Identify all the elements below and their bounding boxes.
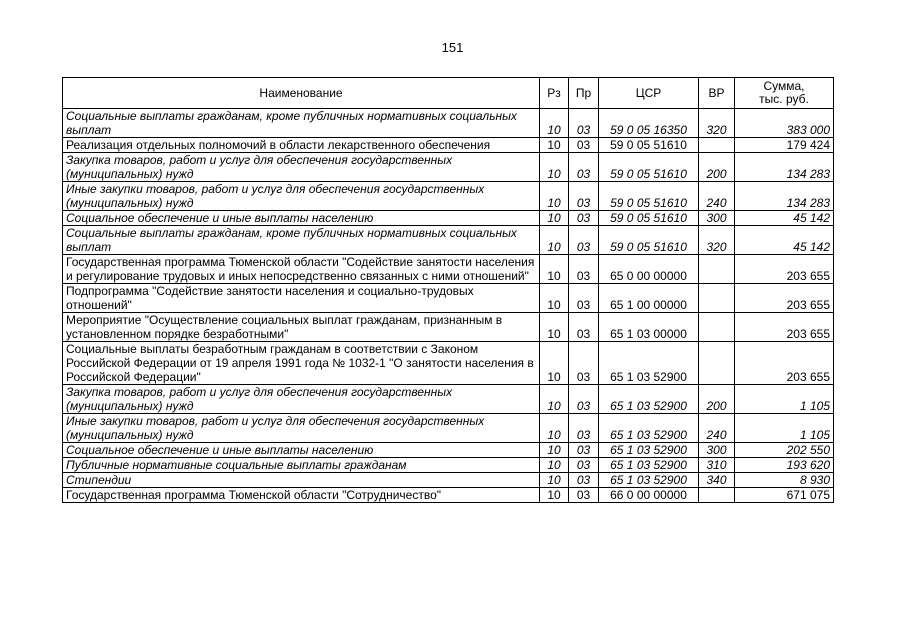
cell-sum: 45 142 [735,211,834,226]
header-sum: Сумма, тыс. руб. [735,78,834,109]
cell-csr: 59 0 05 51610 [599,211,699,226]
cell-sum: 45 142 [735,226,834,255]
cell-vr [699,342,735,385]
cell-rz: 10 [540,385,569,414]
cell-sum: 1 105 [735,414,834,443]
cell-rz: 10 [540,473,569,488]
cell-name: Иные закупки товаров, работ и услуг для обеспечения государственных (муниципальных) нужд [63,182,540,211]
cell-name: Социальные выплаты гражданам, кроме публичных нормативных социальных выплат [63,226,540,255]
cell-rz: 10 [540,443,569,458]
table-row [63,109,834,138]
cell-sum: 1 105 [735,385,834,414]
cell-pr: 03 [569,414,599,443]
header-rz: Рз [540,78,569,109]
table-row [63,458,834,473]
cell-name: Государственная программа Тюменской области "Сотрудничество" [63,488,540,503]
table-row [63,414,834,443]
cell-name: Публичные нормативные социальные выплаты гражданам [63,458,540,473]
cell-vr [699,138,735,153]
table-row [63,473,834,488]
cell-rz: 10 [540,488,569,503]
cell-sum: 203 655 [735,284,834,313]
cell-rz: 10 [540,109,569,138]
cell-vr [699,488,735,503]
header-pr: Пр [569,78,599,109]
cell-vr [699,255,735,284]
cell-rz: 10 [540,138,569,153]
header-csr: ЦСР [599,78,699,109]
cell-name: Социальное обеспечение и иные выплаты населению [63,211,540,226]
cell-sum: 203 655 [735,313,834,342]
cell-rz: 10 [540,284,569,313]
header-vr: ВР [699,78,735,109]
cell-name: Социальное обеспечение и иные выплаты населению [63,443,540,458]
cell-pr: 03 [569,473,599,488]
cell-pr: 03 [569,255,599,284]
cell-sum: 134 283 [735,153,834,182]
cell-csr: 65 0 00 00000 [599,255,699,284]
cell-name: Иные закупки товаров, работ и услуг для обеспечения государственных (муниципальных) нужд [63,414,540,443]
cell-pr: 03 [569,138,599,153]
cell-pr: 03 [569,458,599,473]
cell-sum: 203 655 [735,342,834,385]
cell-name: Реализация отдельных полномочий в области лекарственного обеспечения [63,138,540,153]
cell-rz: 10 [540,153,569,182]
cell-vr: 340 [699,473,735,488]
cell-pr: 03 [569,284,599,313]
cell-csr: 59 0 05 51610 [599,153,699,182]
table-row [63,284,834,313]
table-row [63,182,834,211]
cell-rz: 10 [540,414,569,443]
cell-csr: 59 0 05 51610 [599,226,699,255]
cell-csr: 65 1 03 52900 [599,473,699,488]
cell-vr [699,313,735,342]
cell-name: Стипендии [63,473,540,488]
cell-vr: 300 [699,443,735,458]
cell-rz: 10 [540,255,569,284]
cell-csr: 65 1 03 52900 [599,414,699,443]
cell-csr: 59 0 05 16350 [599,109,699,138]
cell-csr: 65 1 03 52900 [599,342,699,385]
cell-name: Закупка товаров, работ и услуг для обеспечения государственных (муниципальных) нужд [63,385,540,414]
table-row [63,443,834,458]
cell-pr: 03 [569,488,599,503]
table-row [63,153,834,182]
cell-name: Государственная программа Тюменской области "Содействие занятости населения и регулирование трудовых и иных непосредственно связанных с ними отношений" [63,255,540,284]
cell-csr: 65 1 00 00000 [599,284,699,313]
cell-csr: 59 0 05 51610 [599,182,699,211]
cell-rz: 10 [540,313,569,342]
table-row [63,255,834,284]
cell-name: Закупка товаров, работ и услуг для обеспечения государственных (муниципальных) нужд [63,153,540,182]
cell-sum: 202 550 [735,443,834,458]
cell-pr: 03 [569,109,599,138]
cell-name: Подпрограмма "Содействие занятости населения и социально-трудовых отношений" [63,284,540,313]
cell-vr: 200 [699,153,735,182]
cell-vr: 300 [699,211,735,226]
cell-csr: 66 0 00 00000 [599,488,699,503]
cell-pr: 03 [569,226,599,255]
cell-rz: 10 [540,182,569,211]
cell-sum: 193 620 [735,458,834,473]
cell-pr: 03 [569,443,599,458]
cell-csr: 59 0 05 51610 [599,138,699,153]
cell-rz: 10 [540,226,569,255]
table-row [63,488,834,503]
table-row [63,138,834,153]
cell-vr: 320 [699,109,735,138]
cell-vr: 320 [699,226,735,255]
cell-rz: 10 [540,458,569,473]
cell-sum: 203 655 [735,255,834,284]
cell-csr: 65 1 03 00000 [599,313,699,342]
cell-sum: 671 075 [735,488,834,503]
cell-pr: 03 [569,385,599,414]
table-row [63,211,834,226]
cell-vr: 240 [699,414,735,443]
cell-name: Социальные выплаты гражданам, кроме публичных нормативных социальных выплат [63,109,540,138]
cell-pr: 03 [569,153,599,182]
cell-pr: 03 [569,342,599,385]
cell-pr: 03 [569,313,599,342]
cell-sum: 8 930 [735,473,834,488]
cell-csr: 65 1 03 52900 [599,458,699,473]
cell-name: Мероприятие "Осуществление социальных выплат гражданам, признанным в установленном порядке безработными" [63,313,540,342]
cell-vr: 310 [699,458,735,473]
cell-vr [699,284,735,313]
table-row [63,313,834,342]
cell-csr: 65 1 03 52900 [599,443,699,458]
cell-sum: 179 424 [735,138,834,153]
table-row [63,385,834,414]
cell-pr: 03 [569,182,599,211]
cell-vr: 200 [699,385,735,414]
cell-sum: 383 000 [735,109,834,138]
table-row [63,342,834,385]
cell-sum: 134 283 [735,182,834,211]
cell-pr: 03 [569,211,599,226]
page-number: 151 [441,40,464,55]
header-name: Наименование [63,78,540,109]
table-header-row [63,78,834,109]
cell-rz: 10 [540,342,569,385]
cell-name: Социальные выплаты безработным гражданам в соответствии с Законом Российской Федерации от 19 апреля 1991 года № 1032-1 "О занятости населения в Российской Федерации" [63,342,540,385]
cell-vr: 240 [699,182,735,211]
cell-csr: 65 1 03 52900 [599,385,699,414]
table-row [63,226,834,255]
budget-table [62,77,834,503]
cell-rz: 10 [540,211,569,226]
